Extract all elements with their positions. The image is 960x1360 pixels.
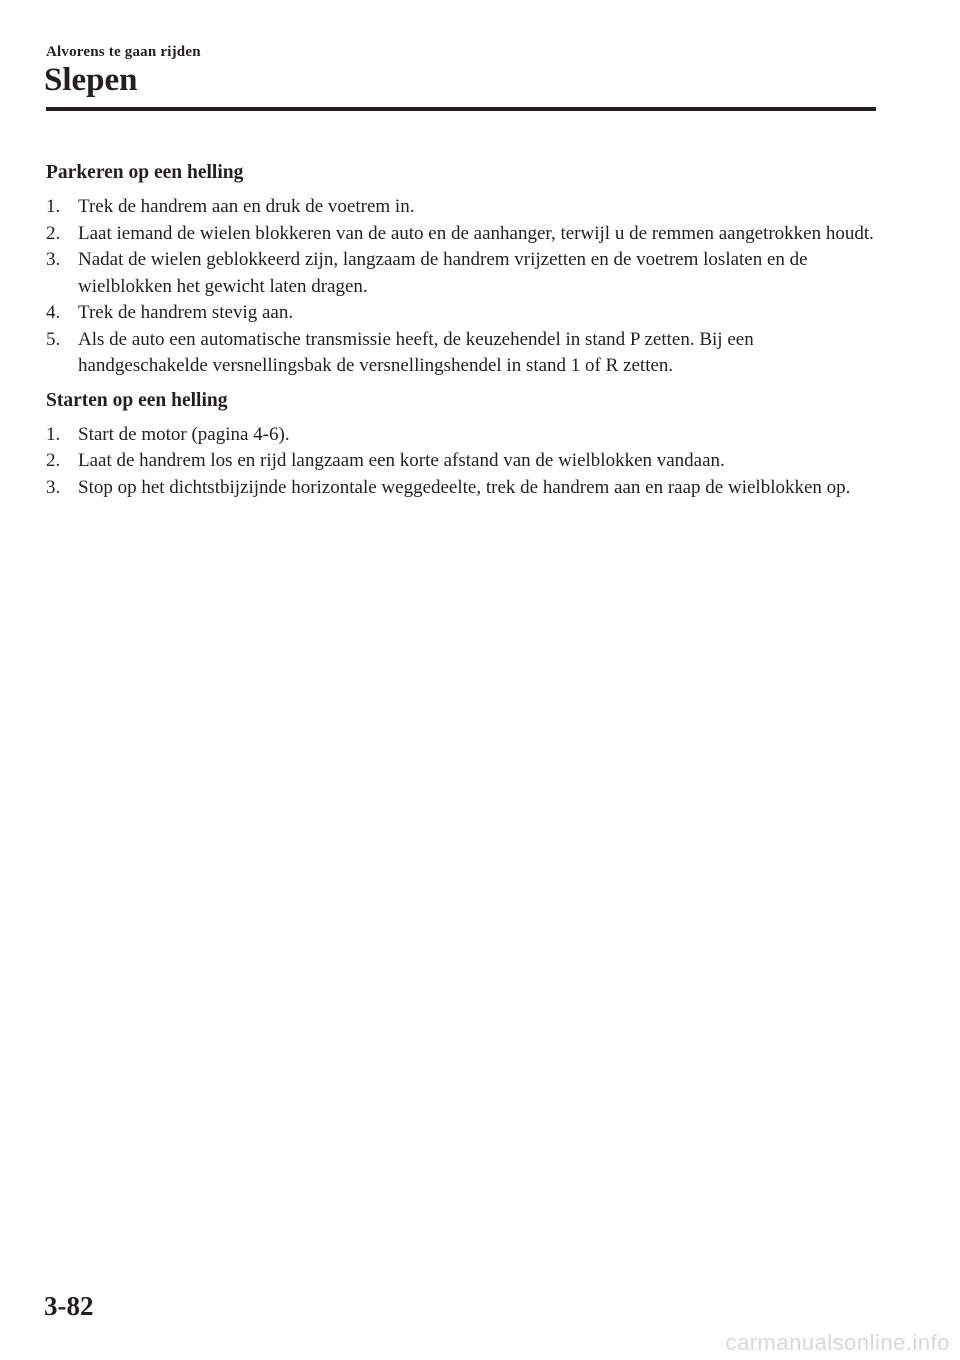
step-text: Start de motor (pagina 4-6). [78,423,290,445]
step-text: Laat iemand de wielen blokkeren van de auto en de aanhanger, terwijl u de remmen aangetrokken houdt. [78,222,874,244]
step-number: 2. [46,450,61,471]
list-item [46,422,886,449]
step-text: Laat de handrem los en rijd langzaam een korte afstand van de wielblokken vandaan. [78,450,725,471]
section-parkeren [46,158,886,380]
list-item [46,221,886,248]
step-number: 1. [46,196,61,217]
step-number: 3. [46,476,61,498]
step-number: 1. [46,423,61,445]
watermark[interactable]: carmanualsonline.info [725,1330,950,1355]
list-item [46,247,886,300]
step-number: 4. [46,302,61,323]
list-item [46,327,886,380]
list-item [46,194,886,221]
page-number: 3-82 [44,1291,94,1321]
step-number: 3. [46,249,61,270]
list-item [46,475,886,502]
title-rule [46,107,876,111]
step-text: Trek de handrem aan en druk de voetrem in. [78,196,415,217]
step-number: 5. [46,328,61,350]
step-text: Trek de handrem stevig aan. [78,302,294,323]
section-heading: Parkeren op een helling [46,162,244,183]
steps-list [46,194,886,380]
step-number: 2. [46,222,61,244]
list-item [46,448,886,475]
step-text: Als de auto een automatische transmissie heeft, de keuzehendel in stand P zetten. Bij een handgeschakelde versnellingsbak de versnellingshendel in stand 1 of R zetten. [78,328,754,376]
step-text: Nadat de wielen geblokkeerd zijn, langzaam de handrem vrijzetten en de voetrem loslaten en de wielblokken het gewicht laten dragen. [78,249,808,297]
steps-list [46,422,886,502]
section-starten [46,386,886,502]
chapter-label: Alvorens te gaan rijden [46,44,201,60]
section-heading: Starten op een helling [46,389,228,411]
document-body [46,158,886,507]
list-item [46,300,886,327]
step-text: Stop op het dichtstbijzijnde horizontale weggedeelte, trek de handrem aan en raap de wielblokken op. [78,476,851,498]
page-title: Slepen [44,62,138,98]
